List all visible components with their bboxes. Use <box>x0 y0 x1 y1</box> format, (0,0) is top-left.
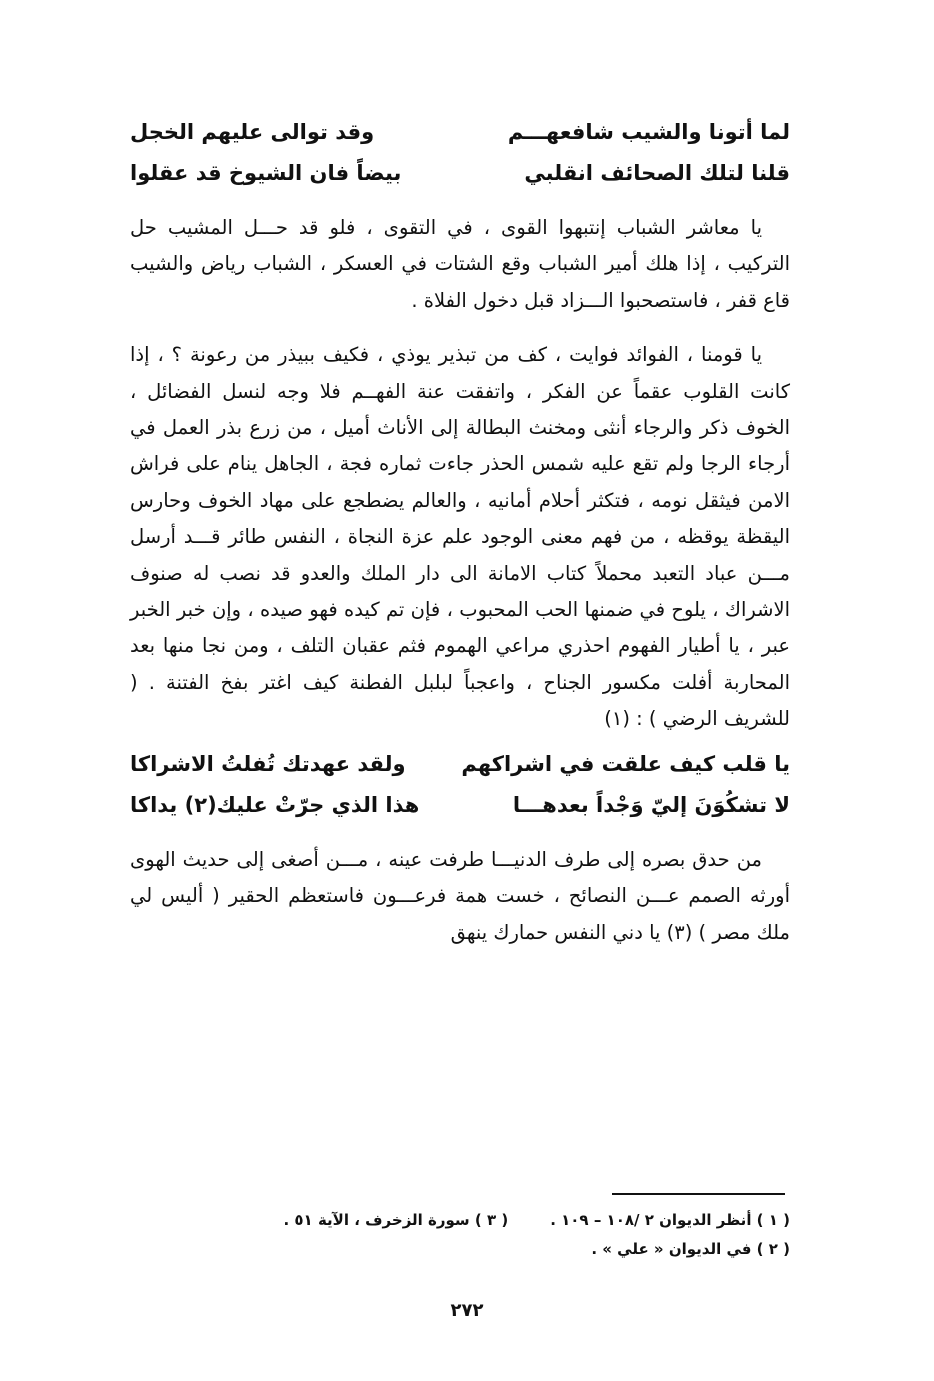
verse-hemistich-right: قلنا لتلك الصحائف انقلبي <box>524 161 790 185</box>
verse-line <box>130 785 790 826</box>
verse-hemistich-right: يا قلب كيف علقت في اشراكهم <box>461 751 790 776</box>
footnote-row <box>150 1235 790 1264</box>
verse-hemistich-left: وقد توالى عليهم الخجل <box>130 120 375 144</box>
verse-hemistich-left: ولقد عهدتك تُفلتُ الاشراكا <box>130 751 406 776</box>
verse-line <box>130 744 790 785</box>
footnote-2: ( ٢ ) في الديوان « علي » . <box>591 1240 790 1258</box>
paragraph: من حدق بصره إلى طرف الدنيـــا طرفت عينه ، مـــن أصغى إلى حديث الهوى أورثه الصمم عـــن النصائح ، خست همة فرعـــون فاستعظم الحقير ( أليس لي ملك مصر ) (٣) يا دني النفس حمارك ينهق <box>130 847 790 944</box>
footnote-1: ( ١ ) أنظر الديوان ٢ /١٠٨ – ١٠٩ . <box>550 1211 790 1229</box>
verse-hemistich-left: بيضاً فان الشيوخ قد عقلوا <box>130 161 402 185</box>
verse-hemistich-right: لما أتونا والشيب شافعهـــم <box>507 120 790 144</box>
page-body <box>130 112 790 969</box>
verse-line <box>130 153 790 194</box>
verse-hemistich-left: هذا الذي جرّتْ عليك(٢) يداكا <box>130 792 420 817</box>
footnote-divider <box>612 1193 785 1195</box>
paragraph: يا قومنا ، الفوائد فوايت ، كف من تبذير يوذي ، فكيف ببيذر من رعونة ؟ ، إذا كانت القلوب عقماً عن الفكر ، واتفقت عنة الفهــم فلا وجه لنسل الفضائل ، الخوف ذكر والرجاء أنثى ومخنث البطالة إلى الأناث أميل ، من زرع بذر العمل في أرجاء الرجا ولم تقع عليه شمس الحذر جاءت ثماره فجة ، الجاهل ينام على فراش الامن فيثقل نومه ، فتكثر أحلام أمانيه ، والعالم يضطجع على مهاد الخوف وحارس اليقظة يوقظه ، من فهم معنى الوجود علم عزة النجاة ، النفس طائر قـــد أرسل مـــن عباد التعبد محملاً كتاب الامانة الى دار الملك والعدو قد نصب له صنوف الاشراك ، يلوح في ضمنها الحب المحبوب ، فإن تم كيده فهو صيده ، وإن خبر الخبر عبر ، يا أطيار الفهوم احذري مراعي الهموم فثم عقبان التلف ، ومن نجا منها بعد المحاربة أفلت مكسور الجناح ، واعجباً لبلبل الفطنة كيف اغتر بفخ الفتنة . ( للشريف الرضي ) : (١) <box>130 343 790 731</box>
footnote-row <box>150 1206 790 1235</box>
footnotes <box>150 1206 790 1264</box>
poem-block-1 <box>130 112 790 194</box>
page-number: ٢٧٢ <box>450 1300 484 1321</box>
verse-line <box>130 112 790 153</box>
verse-hemistich-right: لا تشكُوَنَ إليّ وَجْداً بعدهـــا <box>512 792 790 817</box>
poem-block-2 <box>130 744 790 826</box>
footnote-3: ( ٣ ) سورة الزخرف ، الآية ٥١ . <box>283 1211 509 1229</box>
paragraph: يا معاشر الشباب إنتبهوا القوى ، في التقوى ، فلو قد حـــل المشيب حل التركيب ، إذا هلك أمير الشباب وقع الشتات في العسكر ، الشباب رياض والشيب قاع قفر ، فاستصحبوا الـــزاد قبل دخول الفلاة . <box>130 216 790 312</box>
